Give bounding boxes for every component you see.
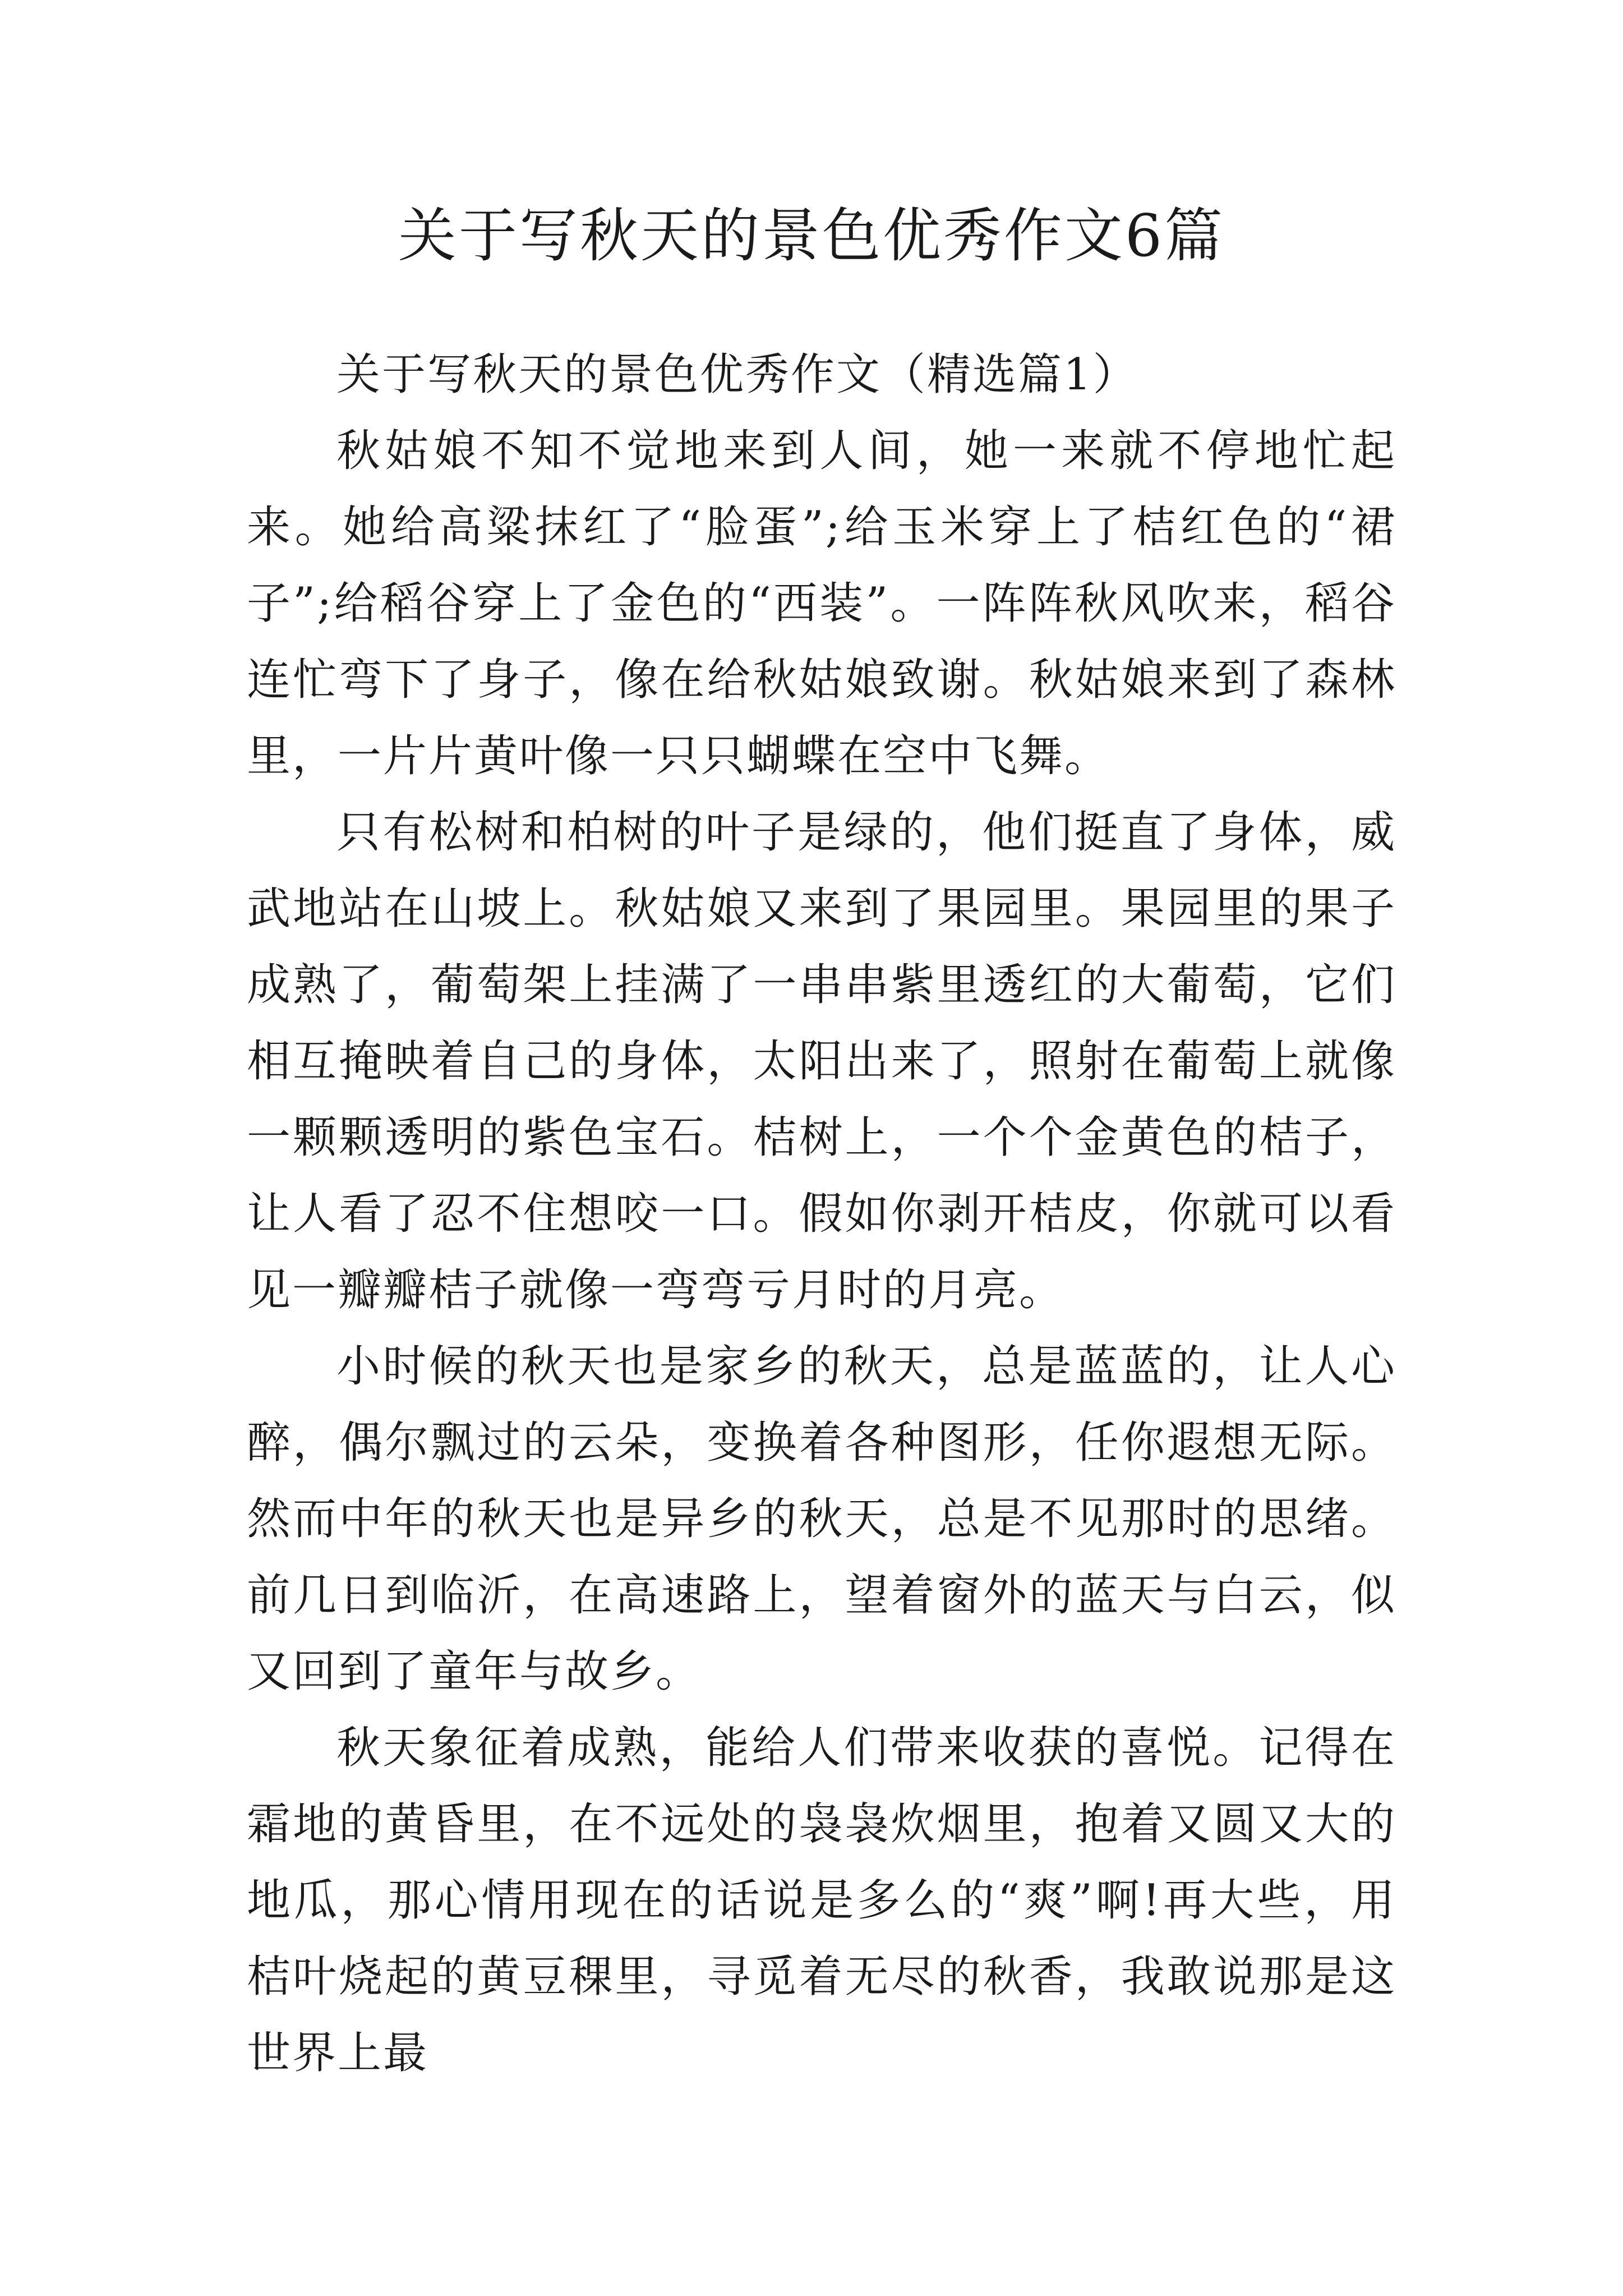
paragraph: 秋天象征着成熟，能给人们带来收获的喜悦。记得在霜地的黄昏里，在不远处的袅袅炊烟里，抱着又圆又大的地瓜，那心情用现在的话说是多么的“爽”啊!再大些，用桔叶烧起的黄豆稞里，寻觅着无尽的秋香，我敢说那是这世界上最 [247, 1723, 1396, 2078]
section-heading: 关于写秋天的景色优秀作文（精选篇1） [336, 349, 1138, 400]
paragraph: 秋姑娘不知不觉地来到人间，她一来就不停地忙起来。她给高粱抹红了“脸蛋”;给玉米穿上了桔红色的“裙子”;给稻谷穿上了金色的“西装”。一阵阵秋风吹来，稻谷连忙弯下了身子，像在给秋姑娘致谢。秋姑娘来到了森林里，一片片黄叶像一只只蝴蝶在空中飞舞。 [247, 426, 1396, 781]
document-body [247, 337, 1396, 2091]
paragraph: 只有松树和柏树的叶子是绿的，他们挺直了身体，威武地站在山坡上。秋姑娘又来到了果园里。果园里的果子成熟了，葡萄架上挂满了一串串紫里透红的大葡萄，它们相互掩映着自己的身体，太阳出来了，照射在葡萄上就像一颗颗透明的紫色宝石。桔树上，一个个金黄色的桔子，让人看了忍不住想咬一口。假如你剥开桔皮，你就可以看见一瓣瓣桔子就像一弯弯亏月时的月亮。 [247, 807, 1396, 1315]
document-title: 关于写秋天的景色优秀作文6篇 [398, 201, 1225, 270]
paragraph: 小时候的秋天也是家乡的秋天，总是蓝蓝的，让人心醉，偶尔飘过的云朵，变换着各种图形，任你遐想无际。然而中年的秋天也是异乡的秋天，总是不见那时的思绪。前几日到临沂，在高速路上，望着窗外的蓝天与白云，似又回到了童年与故乡。 [247, 1341, 1396, 1697]
